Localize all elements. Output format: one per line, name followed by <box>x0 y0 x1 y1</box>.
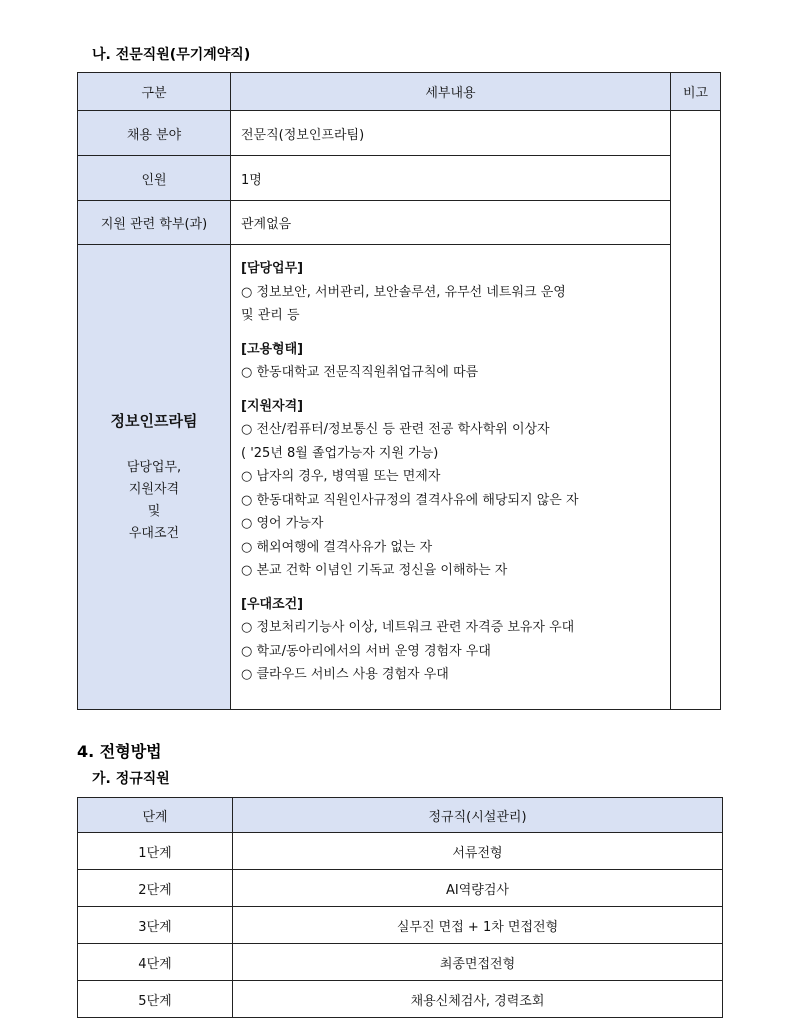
row-headcount-label: 인원 <box>78 156 231 201</box>
main-detail-cell <box>231 245 671 710</box>
duties-line: ○ 정보보안, 서버관리, 보안솔루션, 유무선 네트워크 운영 <box>241 284 566 300</box>
col-stage-header: 단계 <box>78 798 233 833</box>
qualification-line: ○ 전산/컴퓨터/정보통신 등 관련 전공 학사학위 이상자 <box>241 422 550 437</box>
process-cell: 실무진 면접 + 1차 면접전형 <box>233 907 723 944</box>
col-detail-header: 세부내용 <box>231 73 671 111</box>
employment-line: ○ 한동대학교 전문직직원취업규칙에 따름 <box>241 365 479 380</box>
main-category-sub: 담당업무, <box>126 459 182 475</box>
row-headcount-value: 1명 <box>231 156 671 201</box>
duties-title: [담당업무] <box>241 261 304 276</box>
preference-line: ○ 정보처리기능사 이상, 네트워크 관련 자격증 보유자 우대 <box>241 620 575 635</box>
preference-line: ○ 학교/동아리에서의 서버 운영 경험자 우대 <box>241 643 491 659</box>
main-category-cell <box>78 245 231 710</box>
stage-cell: 2단계 <box>78 870 233 907</box>
duties-line: 및 관리 등 <box>241 308 300 323</box>
main-category-sub: 우대조건 <box>128 525 180 541</box>
qualification-line: ○ 해외여행에 결격사유가 없는 자 <box>241 539 433 555</box>
stage-cell: 3단계 <box>78 907 233 944</box>
stage-cell: 1단계 <box>78 833 233 870</box>
row-department-value: 관계없음 <box>231 201 671 245</box>
row-department-label: 지원 관련 학부(과) <box>78 201 231 245</box>
qualification-title: [지원자격] <box>241 398 304 414</box>
section-4-heading: 4. 전형방법 <box>77 742 162 761</box>
row-field-value: 전문직(정보인프라팀) <box>231 111 671 156</box>
process-cell: AI역량검사 <box>233 870 723 907</box>
preference-line: ○ 클라우드 서비스 사용 경험자 우대 <box>241 667 449 682</box>
col-process-header: 정규직(시설관리) <box>233 798 723 833</box>
process-cell: 최종면접전형 <box>233 944 723 981</box>
qualification-line: ( '25년 8월 졸업가능자 지원 가능) <box>241 445 439 461</box>
note-cell <box>671 111 721 710</box>
main-category-title: 정보인프라팀 <box>110 411 198 430</box>
col-category-header: 구분 <box>78 73 231 111</box>
specialist-table <box>77 72 721 710</box>
selection-process-table <box>77 797 723 1018</box>
process-cell: 서류전형 <box>233 833 723 870</box>
qualification-line: ○ 한동대학교 직원인사규정의 결격사유에 해당되지 않은 자 <box>241 492 579 508</box>
section-b-heading: 나. 전문직원(무기계약직) <box>92 47 251 63</box>
section-4-subheading: 가. 정규직원 <box>92 771 170 787</box>
qualification-line: ○ 남자의 경우, 병역필 또는 면제자 <box>241 469 441 484</box>
col-note-header: 비고 <box>671 73 721 111</box>
process-cell: 채용신체검사, 경력조회 <box>233 981 723 1018</box>
qualification-line: ○ 본교 건학 이념인 기독교 정신을 이해하는 자 <box>241 563 508 578</box>
row-field-label: 채용 분야 <box>78 111 231 156</box>
preference-title: [우대조건] <box>241 596 304 612</box>
employment-title: [고용형태] <box>241 341 304 357</box>
main-category-sub: 및 <box>147 503 161 519</box>
main-category-sub: 지원자격 <box>128 481 180 497</box>
stage-cell: 4단계 <box>78 944 233 981</box>
qualification-line: ○ 영어 가능자 <box>241 516 324 531</box>
stage-cell: 5단계 <box>78 981 233 1018</box>
